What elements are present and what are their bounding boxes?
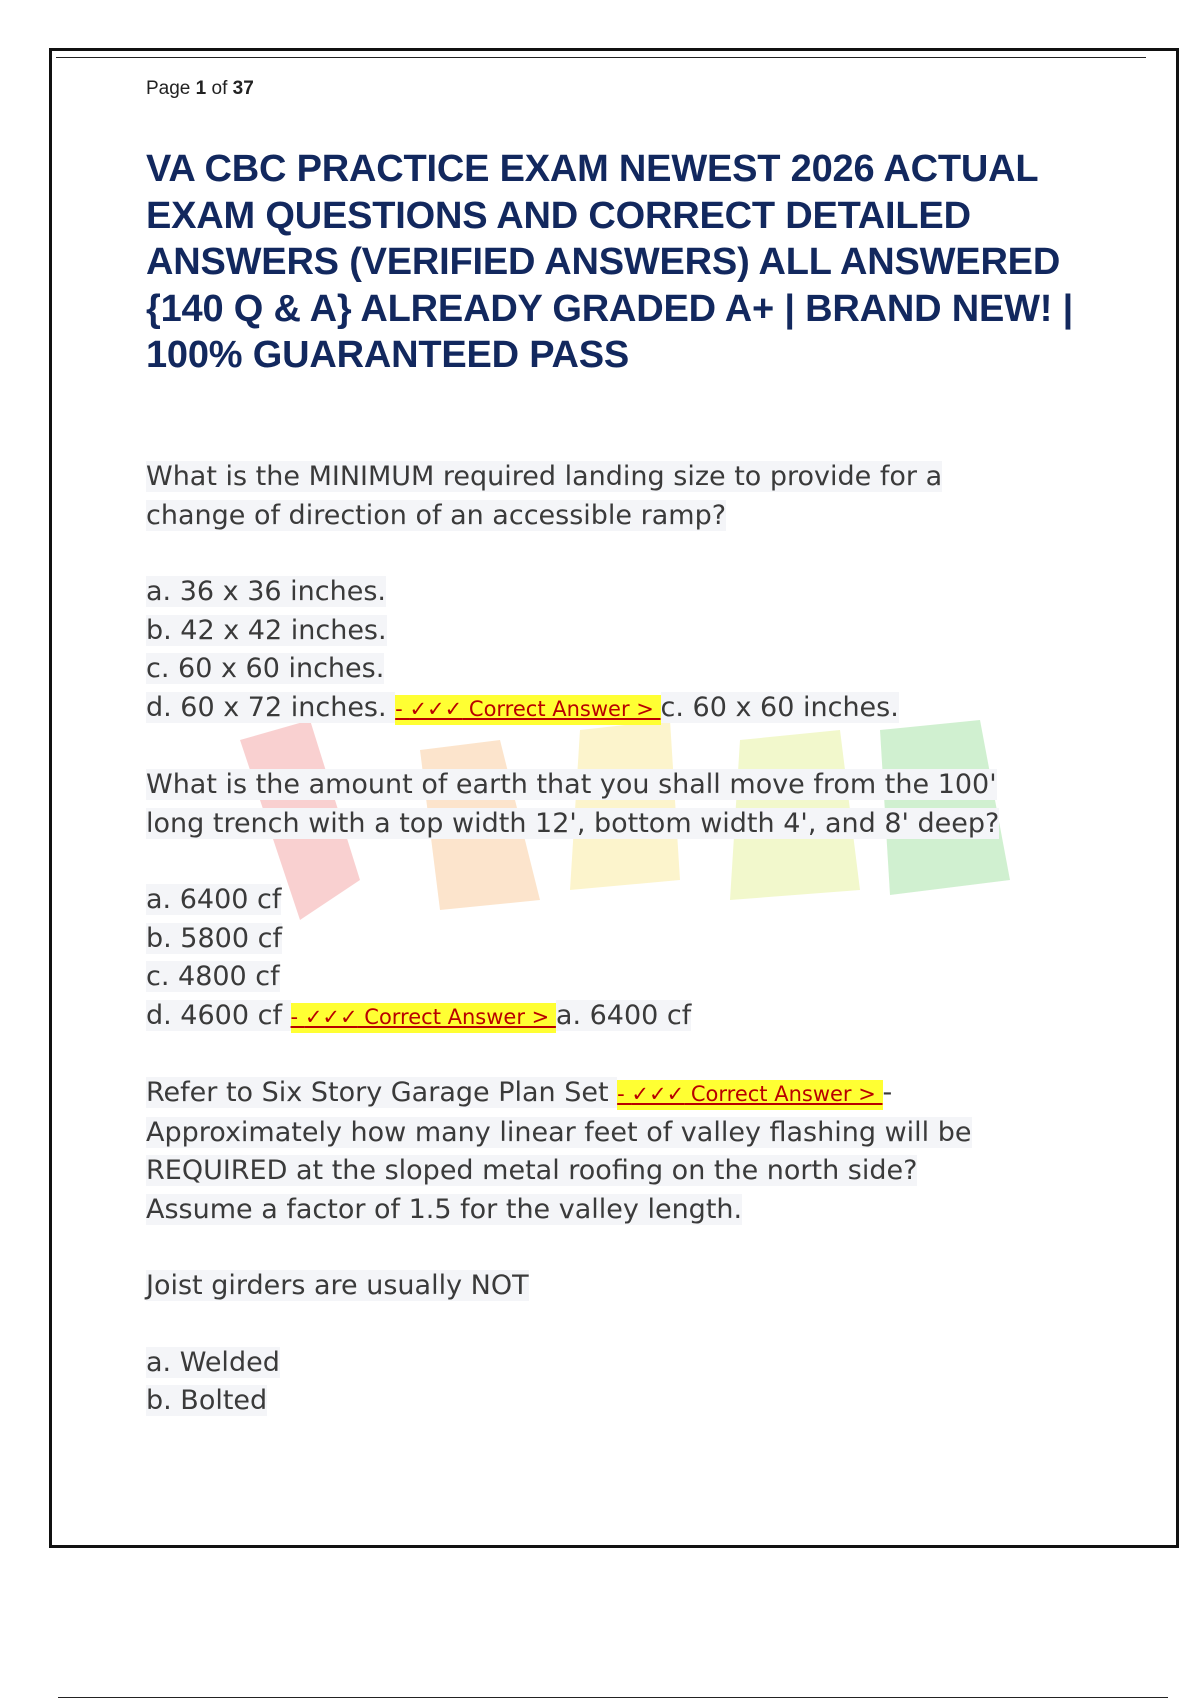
question-2-option-b: b. 5800 cf (146, 922, 282, 954)
frame-top-rule (56, 57, 1146, 58)
question-2-text-line1: What is the amount of earth that you shall move from the 100' (146, 769, 997, 800)
marker-label: Correct Answer > (684, 1082, 883, 1106)
question-4-option-a: a. Welded (146, 1346, 280, 1378)
question-3-text-line1: Refer to Six Story Garage Plan Set (146, 1077, 618, 1108)
correct-answer-marker (395, 695, 660, 725)
page-label: Page (146, 78, 191, 99)
question-1-option-d: d. 60 x 72 inches. (146, 691, 396, 723)
question-1-option-a: a. 36 x 36 inches. (146, 576, 386, 607)
question-4 (146, 1267, 1106, 1421)
marker-dash: - (617, 1082, 632, 1106)
question-4-text-line1: Joist girders are usually NOT (146, 1270, 529, 1301)
question-3-text-line3: REQUIRED at the sloped metal roofing on the north side? (146, 1155, 918, 1186)
question-3-dash: - (882, 1077, 893, 1108)
page-number (146, 78, 254, 100)
question-1-option-b: b. 42 x 42 inches. (146, 614, 387, 646)
next-page-rule (58, 1697, 1168, 1698)
page-total: 37 (232, 78, 254, 99)
marker-label: Correct Answer > (357, 1004, 556, 1029)
question-2-option-d: d. 4600 cf (146, 999, 291, 1031)
question-2-option-c: c. 4800 cf (146, 961, 280, 992)
question-2-option-a: a. 6400 cf (146, 884, 282, 915)
check-icon: ✓✓✓ (409, 696, 463, 721)
question-3-text-line2: Approximately how many linear feet of valley flashing will be (146, 1116, 972, 1148)
question-1 (146, 458, 1106, 728)
marker-dash: - (395, 696, 410, 721)
question-3-text-line4: Assume a factor of 1.5 for the valley length. (146, 1193, 743, 1225)
check-icon: ✓✓✓ (631, 1082, 685, 1106)
question-4-option-b: b. Bolted (146, 1385, 268, 1416)
question-1-answer: c. 60 x 60 inches. (660, 691, 899, 723)
question-3 (146, 1074, 1106, 1229)
document-title: VA CBC PRACTICE EXAM NEWEST 2026 ACTUAL EXAM QUESTIONS AND CORRECT DETAILED ANSWERS (VERIFIED ANSWERS) ALL ANSWERED {140 Q & A} ALREADY GRADED A+ | BRAND NEW! | 100% GUARANTEED PASS (146, 148, 1074, 376)
question-2-text-line2: long trench with a top width 12', bottom width 4', and 8' deep? (146, 807, 1000, 839)
marker-label: Correct Answer > (462, 696, 661, 721)
correct-answer-marker (291, 1003, 556, 1033)
page-of: of (211, 78, 228, 99)
question-1-text-line2: change of direction of an accessible ramp? (146, 499, 727, 531)
question-1-text-line1: What is the MINIMUM required landing size to provide for a (146, 461, 943, 492)
question-2-answer: a. 6400 cf (555, 999, 692, 1031)
question-content (146, 458, 1106, 1421)
question-2 (146, 766, 1106, 1036)
question-1-option-c: c. 60 x 60 inches. (146, 653, 385, 684)
marker-dash: - (290, 1004, 305, 1029)
check-icon: ✓✓✓ (304, 1004, 358, 1029)
correct-answer-marker (617, 1080, 882, 1110)
page-current: 1 (195, 78, 207, 99)
